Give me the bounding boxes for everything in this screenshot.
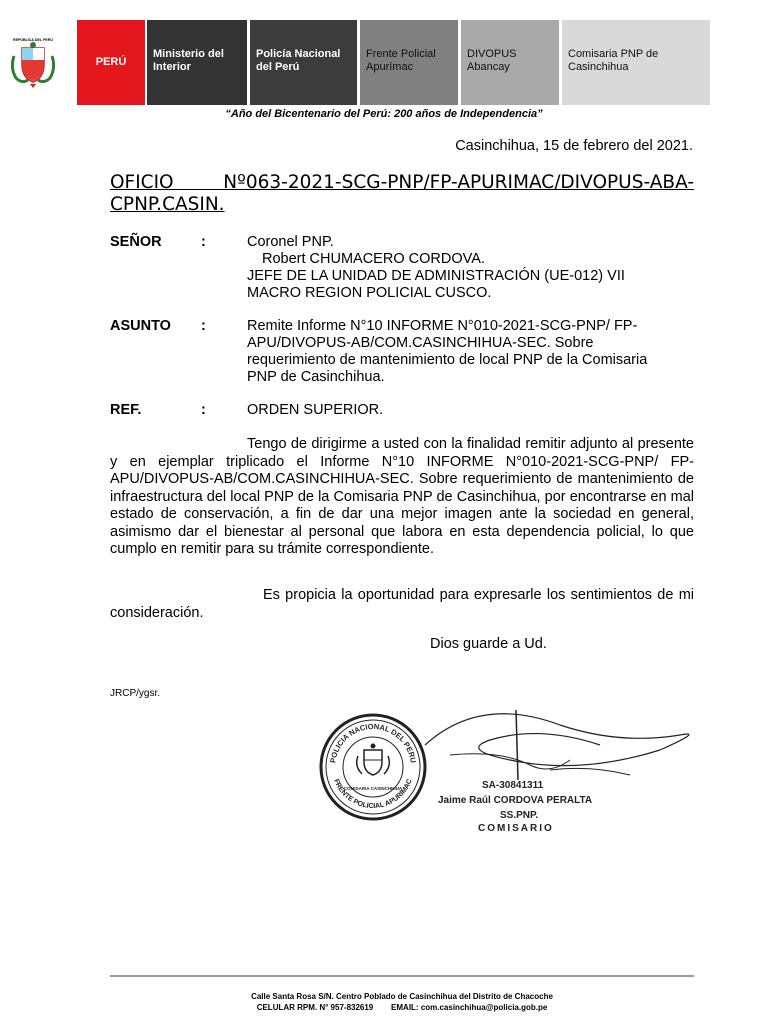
peru-coat-of-arms-icon [8, 34, 58, 90]
body-paragraph-1-text: Tengo de dirigirme a usted con la finalidad remitir adjunto al presente y en ejemplar triplicado el Informe N°10 INFORME N°010-2021-SCG-PNP/ FP-APU/DIVOPUS-AB/COM.CASINCHIHUA-SEC. Sobre requerimiento de mantenimiento de infraestructura del local PNP de la Comisaria PNP de Casinchihua, por encontrarse en mal estado de conservación, a fin de dar una mejor imagen ante la sociedad en general, asimismo dar el bienestar al personal que labora en esta dependencia policial, lo que cumplo en remitir para su trámite correspondiente. [110, 436, 694, 557]
header-police-label: Policía Nacional del Perú [256, 48, 341, 73]
header-front-block [360, 20, 458, 105]
oficio-number: OFICIO Nº063-2021-SCG-PNP/FP-APURIMAC/DIVOPUS-ABA-CPNP.CASIN. [110, 172, 694, 215]
header-divopus-block [461, 20, 559, 105]
ref-label: REF. [110, 402, 142, 418]
seal-inner-text: COMISARIA CASINCHIHUA [343, 786, 403, 791]
senor-colon: : [201, 234, 206, 250]
header-ministry-label: Ministerio del Interior [153, 48, 224, 73]
header-peru-block [77, 20, 145, 105]
header-ministry-block [147, 20, 247, 105]
typist-initials: JRCP/ygsr. [110, 688, 161, 699]
recipient-rank: Coronel PNP. [247, 234, 334, 250]
signer-cip: SA-30841311 [482, 780, 544, 791]
header-station-label: Comisaria PNP de Casinchihua [568, 48, 659, 73]
emblem-text: REPÚBLICA DEL PERÚ [13, 38, 53, 42]
ref-text: ORDEN SUPERIOR. [247, 402, 384, 418]
asunto-colon: : [201, 318, 206, 334]
header-police-block [250, 20, 357, 105]
footer-address: Calle Santa Rosa S/N. Centro Poblado de Casinchihua del Distrito de Chacoche [251, 992, 553, 1001]
body-paragraph-2-text: Es propicia la oportunidad para expresarle los sentimientos de mi consideración. [110, 587, 694, 621]
seal-top-text: POLICIA NACIONAL DEL PERU [328, 721, 418, 764]
seal-bottom-text: FRENTE POLICIAL APURIMAC [332, 778, 414, 811]
body-paragraph-1 [110, 436, 694, 559]
signer-title: COMISARIO [478, 823, 554, 834]
recipient-name: Robert CHUMACERO CORDOVA. [262, 251, 485, 267]
svg-text:POLICIA NACIONAL DEL PERU [328, 722, 418, 764]
closing-line: Dios guarde a Ud. [430, 636, 547, 652]
header-station-block [562, 20, 710, 105]
recipient-position: JEFE DE LA UNIDAD DE ADMINISTRACIÓN (UE-012) VII MACRO REGION POLICIAL CUSCO. [247, 268, 625, 301]
asunto-text: Remite Informe N°10 INFORME N°010-2021-SCG-PNP/ FP-APU/DIVOPUS-AB/COM.CASINCHIHUA-SEC. Sobre requerimiento de mantenimiento de local PNP de la Comisaria PNP de Casinchihua. [247, 318, 648, 385]
signer-rank: SS.PNP. [500, 810, 539, 821]
signer-name: Jaime Raúl CORDOVA PERALTA [438, 795, 593, 806]
asunto-label: ASUNTO [110, 318, 171, 334]
senor-label: SEÑOR [110, 234, 162, 250]
ref-colon: : [201, 402, 206, 418]
svg-text:FRENTE POLICIAL APURIMAC [332, 778, 414, 810]
footer-divider [110, 975, 694, 977]
handwritten-signature [420, 705, 710, 795]
header-peru-label: PERÚ [95, 56, 127, 68]
document-date: Casinchihua, 15 de febrero del 2021. [455, 138, 693, 154]
year-motto: “Año del Bicentenario del Perú: 200 años de Independencia” [225, 108, 543, 120]
header-divopus-label: DIVOPUS Abancay [467, 48, 517, 73]
police-seal-stamp [318, 712, 428, 822]
body-paragraph-2 [110, 587, 694, 622]
header-front-label: Frente Policial Apurímac [366, 48, 436, 73]
footer-contact: CELULAR RPM. N° 957-832619 EMAIL: com.casinchihua@policia.gob.pe [256, 1003, 548, 1012]
senor-recipient [247, 234, 697, 302]
